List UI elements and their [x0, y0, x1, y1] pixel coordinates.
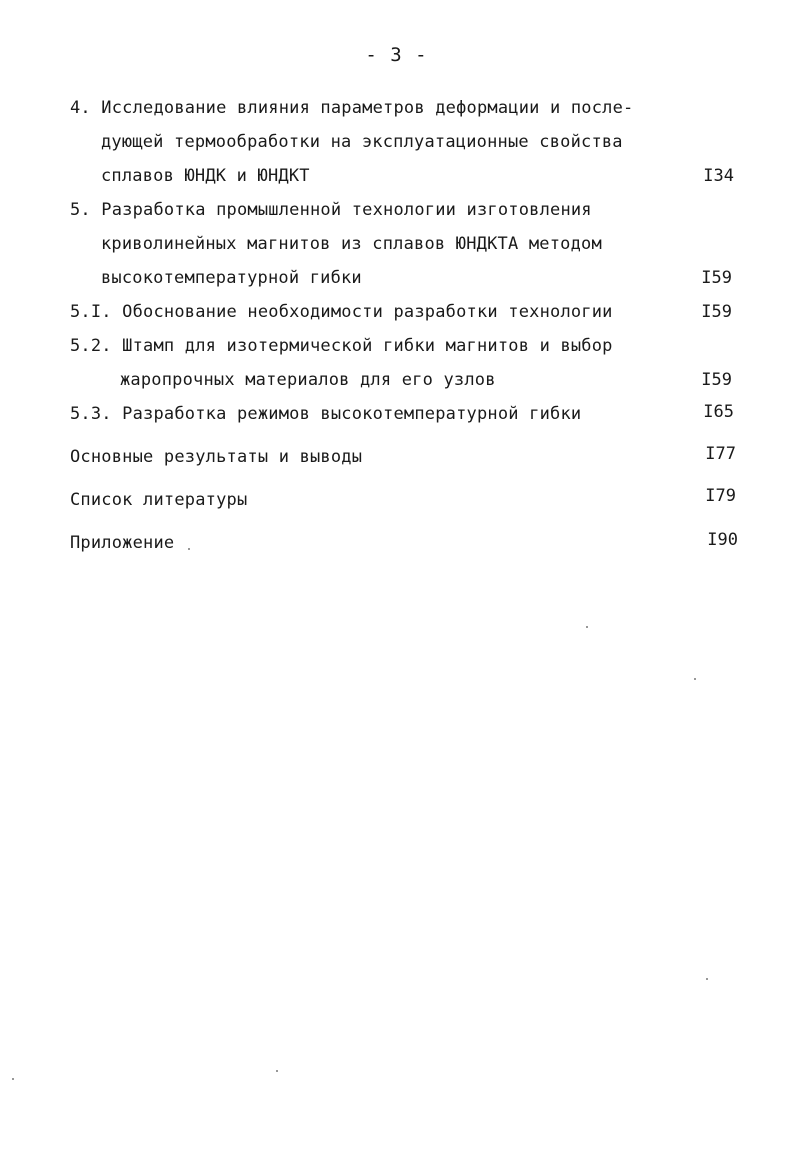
toc-entry-5-page: I59 — [701, 268, 732, 288]
scan-speck — [188, 548, 190, 550]
toc-appendix-line-1: Приложение — [70, 533, 175, 553]
toc-entry-5-line-2: криволинейных магнитов из сплавов ЮНДКТА методом — [101, 234, 602, 254]
toc-references-line-1: Список литературы — [70, 490, 248, 510]
scan-speck — [276, 1070, 278, 1072]
toc-entry-4-page: I34 — [703, 166, 734, 186]
toc-entry-4-line-3: сплавов ЮНДК и ЮНДКТ — [101, 166, 310, 186]
toc-entry-4-line-2: дующей термообработки на эксплуатационные свойства — [101, 132, 623, 152]
scan-speck — [706, 978, 708, 980]
page-number: - 3 - — [365, 44, 428, 66]
toc-entry-5-3-line-1: 5.3. Разработка режимов высокотемпературной гибки — [70, 404, 582, 424]
toc-results-line-1: Основные результаты и выводы — [70, 447, 363, 467]
toc-entry-5-2-line-2: жаропрочных материалов для его узлов — [120, 370, 496, 390]
scan-speck — [586, 626, 588, 628]
scan-speck — [12, 1078, 14, 1080]
toc-entry-5-line-1: 5. Разработка промышленной технологии изготовления — [70, 200, 592, 220]
scan-speck — [694, 678, 696, 680]
toc-entry-5-2-line-1: 5.2. Штамп для изотермической гибки магнитов и выбор — [70, 336, 613, 356]
toc-entry-4-line-1: 4. Исследование влияния параметров деформации и после- — [70, 98, 634, 118]
toc-entry-5-3-page: I65 — [703, 402, 734, 422]
toc-appendix-page: I90 — [707, 530, 738, 550]
toc-entry-5-line-3: высокотемпературной гибки — [101, 268, 362, 288]
toc-entry-5-2-page: I59 — [701, 370, 732, 390]
toc-references-page: I79 — [705, 486, 736, 506]
toc-results-page: I77 — [705, 444, 736, 464]
toc-entry-5-1-line-1: 5.I. Обоснование необходимости разработки технологии — [70, 302, 613, 322]
toc-entry-5-1-page: I59 — [701, 302, 732, 322]
